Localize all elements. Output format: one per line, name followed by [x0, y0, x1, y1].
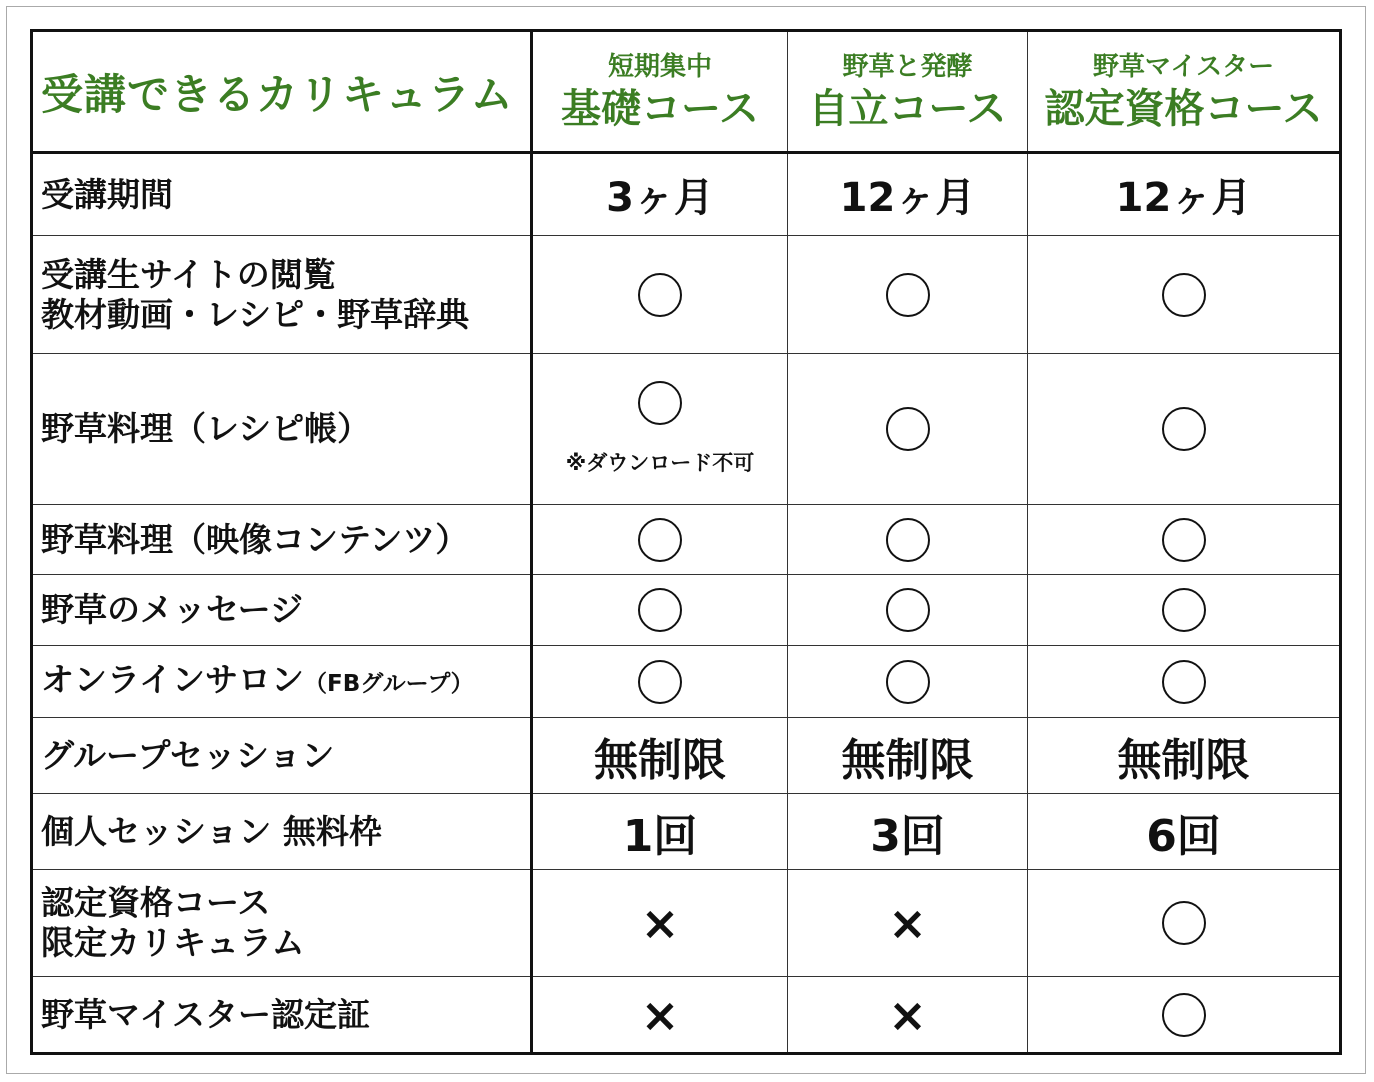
row-sublabel: 限定カリキュラム [41, 923, 305, 962]
table-row [32, 575, 1341, 646]
table-title-cell [32, 31, 532, 153]
circle-mark-icon [638, 660, 682, 704]
table-row [32, 646, 1341, 718]
cross-mark-icon: × [888, 896, 927, 950]
value-text: 無制限 [841, 734, 974, 786]
row-label [33, 660, 474, 699]
circle-mark-icon [886, 518, 930, 562]
table-row [32, 354, 1341, 505]
circle-mark-icon [1162, 407, 1206, 451]
course-certified-sub: 野草マイスター [1092, 51, 1275, 82]
download-note: ※ダウンロード不可 [565, 451, 755, 475]
circle-mark-icon [1162, 660, 1206, 704]
circle-mark-icon [886, 273, 930, 317]
cross-mark-icon: × [640, 896, 680, 950]
course-independent-header [788, 31, 1028, 153]
table-row [32, 870, 1341, 977]
header-row [32, 31, 1341, 153]
row-label: 認定資格コース [41, 883, 271, 922]
value-text: 1回 [622, 810, 698, 862]
value-text: 12ヶ月 [839, 175, 976, 221]
course-certified-name: 認定資格コース [1044, 85, 1323, 132]
row-label-small: （FBグループ） [304, 670, 474, 697]
circle-mark-icon [1162, 518, 1206, 562]
circle-mark-icon [638, 273, 682, 317]
table-row [32, 977, 1341, 1054]
row-label: 受講期間 [41, 174, 173, 214]
course-basic-name: 基礎コース [561, 85, 759, 132]
cross-mark-icon: × [640, 987, 680, 1042]
table-row [32, 505, 1341, 575]
circle-mark-icon [1162, 993, 1206, 1037]
row-label: 個人セッション 無料枠 [41, 811, 382, 851]
circle-mark-icon [886, 588, 930, 632]
circle-mark-icon [638, 588, 682, 632]
course-independent-sub: 野草と発酵 [842, 51, 973, 82]
table-title: 受講できるカリキュラム [41, 69, 514, 119]
value-text: 3ヶ月 [606, 175, 714, 221]
circle-mark-icon [638, 381, 682, 425]
value-text: 6回 [1146, 810, 1221, 862]
circle-mark-icon [1162, 901, 1206, 945]
row-label: グループセッション [41, 735, 335, 775]
row-label: 野草マイスター認定証 [41, 994, 371, 1034]
circle-mark-icon [886, 660, 930, 704]
value-text: 3回 [870, 810, 945, 862]
table-row [32, 153, 1341, 236]
value-text: 無制限 [1117, 734, 1250, 786]
table-row [32, 236, 1341, 354]
cross-mark-icon: × [888, 987, 927, 1042]
row-label-main: オンラインサロン [41, 659, 305, 699]
row-label: 野草料理（映像コンテンツ） [41, 519, 469, 559]
circle-mark-icon [638, 518, 682, 562]
curriculum-comparison-table [30, 29, 1342, 1055]
value-text: 無制限 [594, 734, 726, 786]
table-row [32, 794, 1341, 870]
value-text: 12ヶ月 [1115, 175, 1252, 221]
course-basic-header [532, 31, 788, 153]
row-label: 野草のメッセージ [41, 590, 304, 629]
row-label: 受講生サイトの閲覧 [41, 254, 336, 294]
course-certified-header [1028, 31, 1341, 153]
row-label: 野草料理（レシピ帳） [41, 409, 371, 448]
course-basic-sub: 短期集中 [607, 51, 712, 82]
circle-mark-icon [1162, 273, 1206, 317]
course-independent-name: 自立コース [808, 85, 1007, 132]
circle-mark-icon [886, 407, 930, 451]
row-sublabel: 教材動画・レシピ・野草辞典 [41, 294, 470, 334]
table-row [32, 718, 1341, 794]
circle-mark-icon [1162, 588, 1206, 632]
